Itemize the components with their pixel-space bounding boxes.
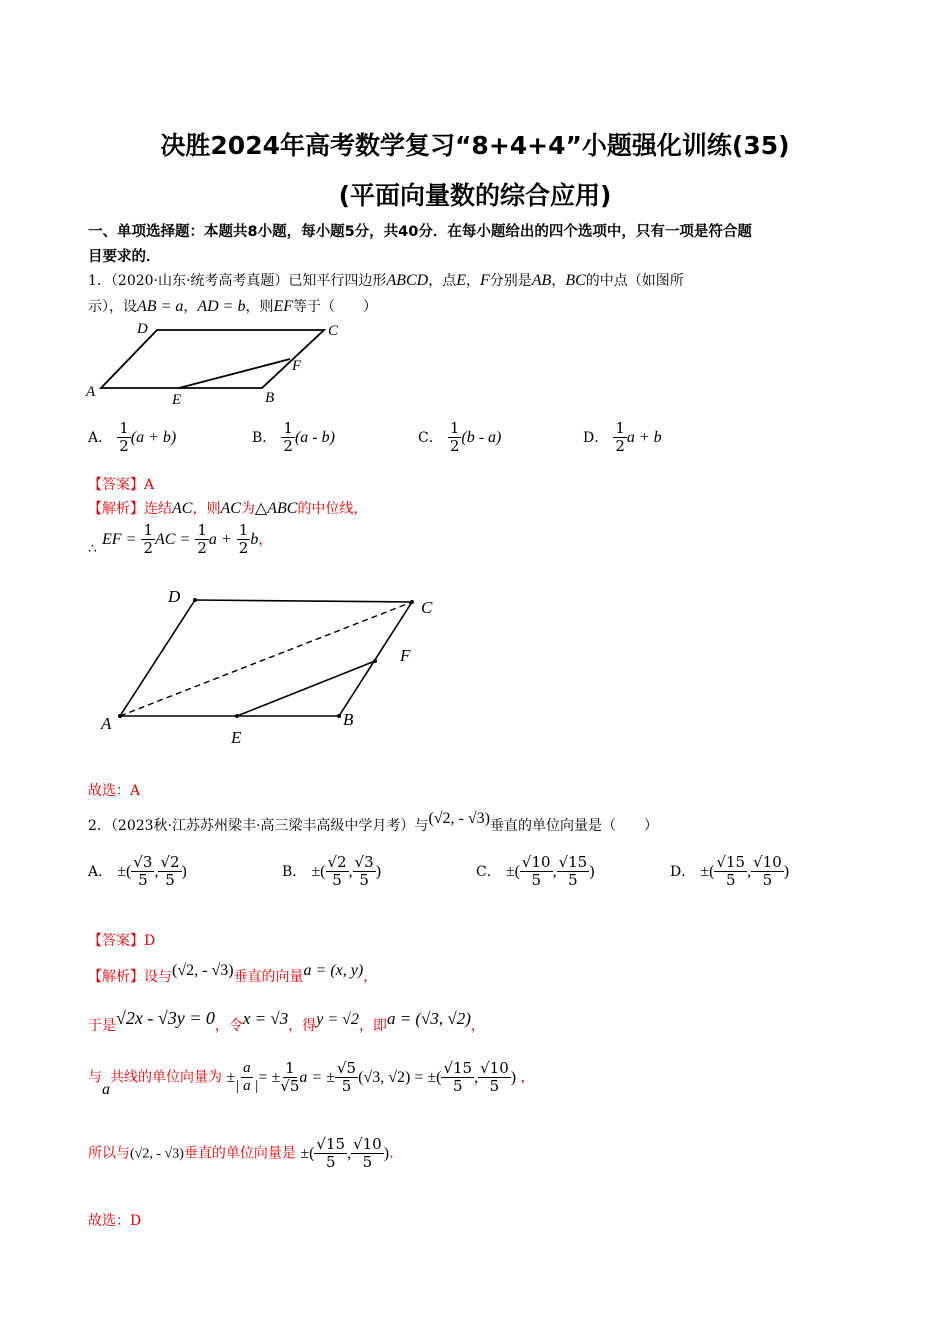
q1-fig2-label-b: B: [343, 710, 354, 729]
q2-analysis-line3: 与a共线的单位向量为 ± $\frac{a}{| a |}$ = ± $\frac{1}{√5}$ a = ± $\frac{√5}{5}$ (√3, √2) = ±( $\frac{√15}{5}$ , $\frac{√10}{5}$ ) ，: [88, 1059, 535, 1098]
page-subtitle: (平面向量数的综合应用): [338, 181, 612, 210]
q1-fig2-label-e: E: [231, 728, 242, 747]
section-header-line1: 一、单项选择题：本题共8小题，每小题5分，共40分．在每小题给出的四个选项中，只有一项是符合题: [88, 224, 752, 240]
q1-option-b[interactable]: B． $\frac{1}{2}$ (a - b): [252, 419, 335, 455]
q1-fig2-label-c: C: [421, 598, 433, 617]
q2-answer: 【答案】D: [88, 933, 156, 949]
page-title: 决胜2024年高考数学复习“8+4+4”小题强化训练(35): [160, 131, 790, 160]
q1-answer: 【答案】A: [88, 477, 155, 493]
q1-solution-figure: [98, 582, 448, 752]
q1-parallelogram-figure: [84, 318, 344, 410]
q2-analysis-line1: 【解析】设与(√2, - √3)垂直的向量a = (x, y)，: [88, 962, 378, 985]
q1-analysis-equation: ∴ EF = $\frac{1}{2}$ AC = $\frac{1}{2}$ a + $\frac{1}{2}$ b，: [88, 521, 273, 557]
q2-option-a[interactable]: A． ±( $\frac{√3}{5}$ , $\frac{√2}{5}$ ): [88, 853, 187, 889]
q2-choice: 故选：D: [88, 1213, 142, 1229]
q1-fig-label-f: F: [292, 358, 302, 374]
q1-stem-line1: 1．（2020·山东·统考高考真题）已知平行四边形ABCD，点E，F分别是AB，BC的中点（如图所: [88, 272, 684, 289]
section-header-line2: 目要求的．: [88, 249, 161, 265]
q1-analysis-line1: 【解析】连结AC，则AC为△ABC的中位线，: [88, 500, 368, 517]
q1-option-d[interactable]: D． $\frac{1}{2}$ a + b: [583, 419, 662, 455]
q1-fig2-label-d: D: [168, 587, 181, 606]
q1-option-a[interactable]: A． $\frac{1}{2}$ (a + b): [88, 419, 177, 455]
q1-choice: 故选：A: [88, 783, 141, 799]
q1-fig2-label-f: F: [400, 646, 411, 665]
q2-option-b[interactable]: B． ±( $\frac{√2}{5}$ , $\frac{√3}{5}$ ): [282, 853, 382, 889]
q2-analysis-line2: 于是√2x - √3y = 0，令x = √3，得y = √2，即a = (√3, √2)，: [88, 1008, 485, 1034]
q2-option-c[interactable]: C． ±( $\frac{√10}{5}$ , $\frac{√15}{5}$ ): [476, 853, 595, 889]
q1-fig2-label-a: A: [101, 714, 112, 733]
q2-analysis-line4: 所以与(√2, - √3)垂直的单位向量是 ±( $\frac{√15}{5}$ , $\frac{√10}{5}$ ).: [88, 1135, 394, 1171]
q1-fig-label-a: A: [86, 384, 96, 400]
q1-fig-label-e: E: [172, 392, 182, 408]
q2-stem: 2．（2023秋·江苏苏州梁丰·高三梁丰高级中学月考）与(√2, - √3)垂直的单位向量是（ ）: [88, 810, 658, 834]
q1-option-c[interactable]: C． $\frac{1}{2}$ (b - a): [418, 419, 502, 455]
q1-fig-label-d: D: [137, 321, 148, 337]
q1-stem-line2: 示），设AB = a，AD = b，则EF等于（ ）: [88, 298, 378, 315]
q1-fig-label-c: C: [328, 323, 339, 339]
q2-option-d[interactable]: D． ±( $\frac{√15}{5}$ , $\frac{√10}{5}$ ): [670, 853, 790, 889]
q1-fig-label-b: B: [265, 390, 275, 406]
